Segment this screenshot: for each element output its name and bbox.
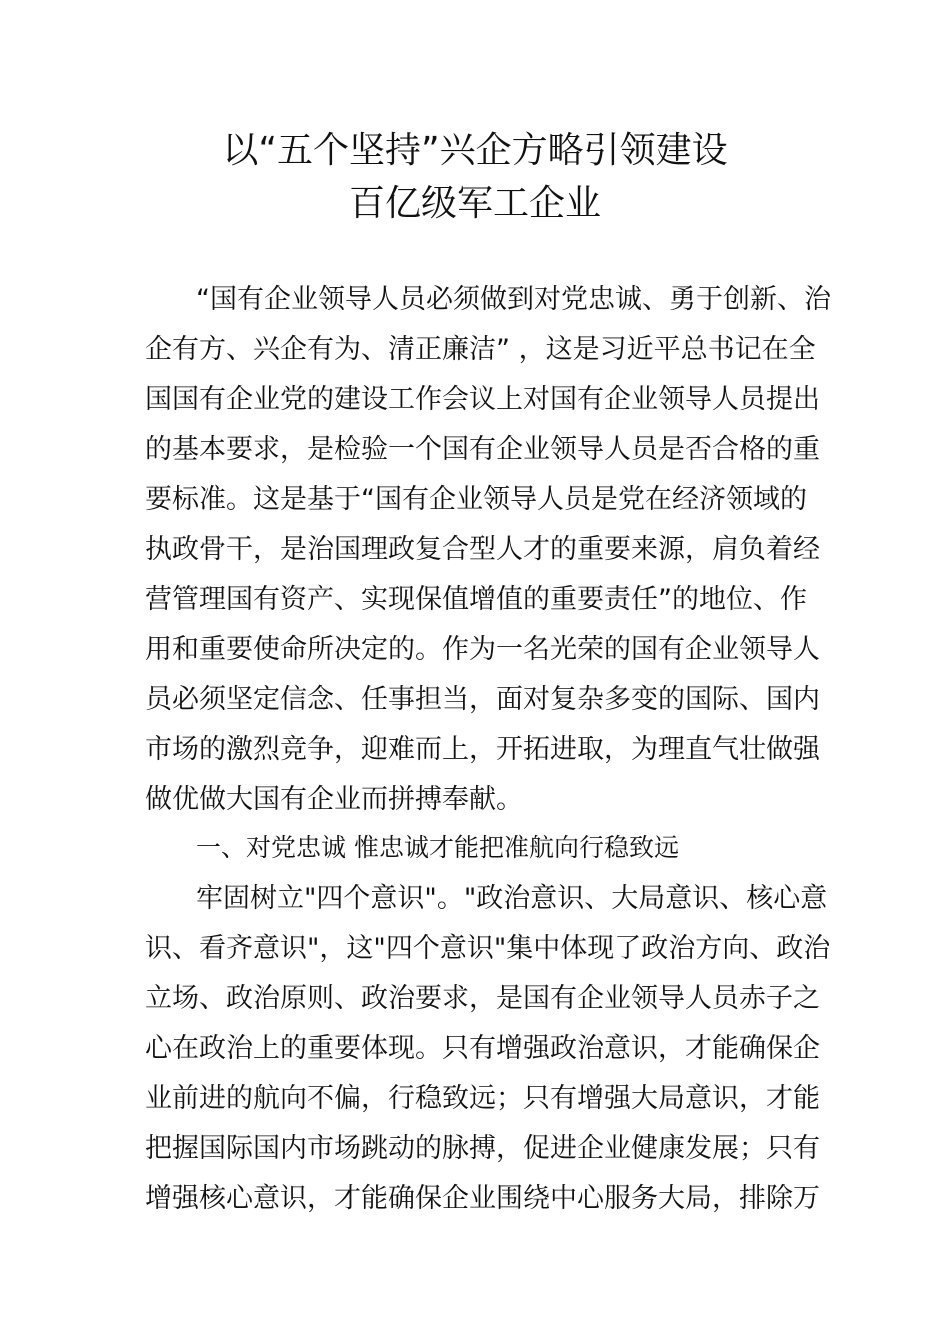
document-title-line-2: 百亿级军工企业 bbox=[348, 183, 601, 224]
paragraph-line: 识、看齐意识"，这"四个意识"集中体现了政治方向、政治 bbox=[145, 933, 831, 964]
section-heading: 一、对党忠诚 惟忠诚才能把准航向行稳致远 bbox=[196, 833, 679, 862]
paragraph-line: 做优做大国有企业而拼搏奉献。 bbox=[145, 784, 523, 815]
paragraph-line: 牢固树立"四个意识"。"政治意识、大局意识、核心意 bbox=[196, 883, 828, 914]
document-title-line-1: 以“五个坚持”兴企方略引领建设 bbox=[222, 130, 728, 171]
paragraph-line: 员必须坚定信念、任事担当，面对复杂多变的国际、国内 bbox=[145, 684, 820, 715]
paragraph-line: 要标准。这是基于“国有企业领导人员是党在经济领域的 bbox=[145, 484, 807, 515]
paragraph-line: 业前进的航向不偏，行稳致远；只有增强大局意识，才能 bbox=[145, 1083, 820, 1114]
paragraph-line: 心在政治上的重要体现。只有增强政治意识，才能确保企 bbox=[145, 1033, 820, 1064]
paragraph-line: “国有企业领导人员必须做到对党忠诚、勇于创新、治 bbox=[196, 284, 831, 315]
paragraph-line: 立场、政治原则、政治要求，是国有企业领导人员赤子之 bbox=[145, 983, 820, 1014]
paragraph-line: 国国有企业党的建设工作会议上对国有企业领导人员提出 bbox=[145, 384, 820, 415]
paragraph-line: 用和重要使命所决定的。作为一名光荣的国有企业领导人 bbox=[145, 634, 820, 665]
paragraph-line: 营管理国有资产、实现保值增值的重要责任”的地位、作 bbox=[145, 584, 807, 615]
paragraph-line: 增强核心意识，才能确保企业围绕中心服务大局，排除万 bbox=[145, 1183, 820, 1214]
paragraph-line: 的基本要求，是检验一个国有企业领导人员是否合格的重 bbox=[145, 434, 820, 465]
paragraph-line: 把握国际国内市场跳动的脉搏，促进企业健康发展；只有 bbox=[145, 1133, 820, 1164]
paragraph-line: 企有方、兴企有为、清正廉洁” ，这是习近平总书记在全 bbox=[145, 334, 816, 365]
paragraph-line: 执政骨干，是治国理政复合型人才的重要来源，肩负着经 bbox=[145, 534, 820, 565]
paragraph-line: 市场的激烈竞争，迎难而上，开拓进取，为理直气壮做强 bbox=[145, 734, 820, 765]
